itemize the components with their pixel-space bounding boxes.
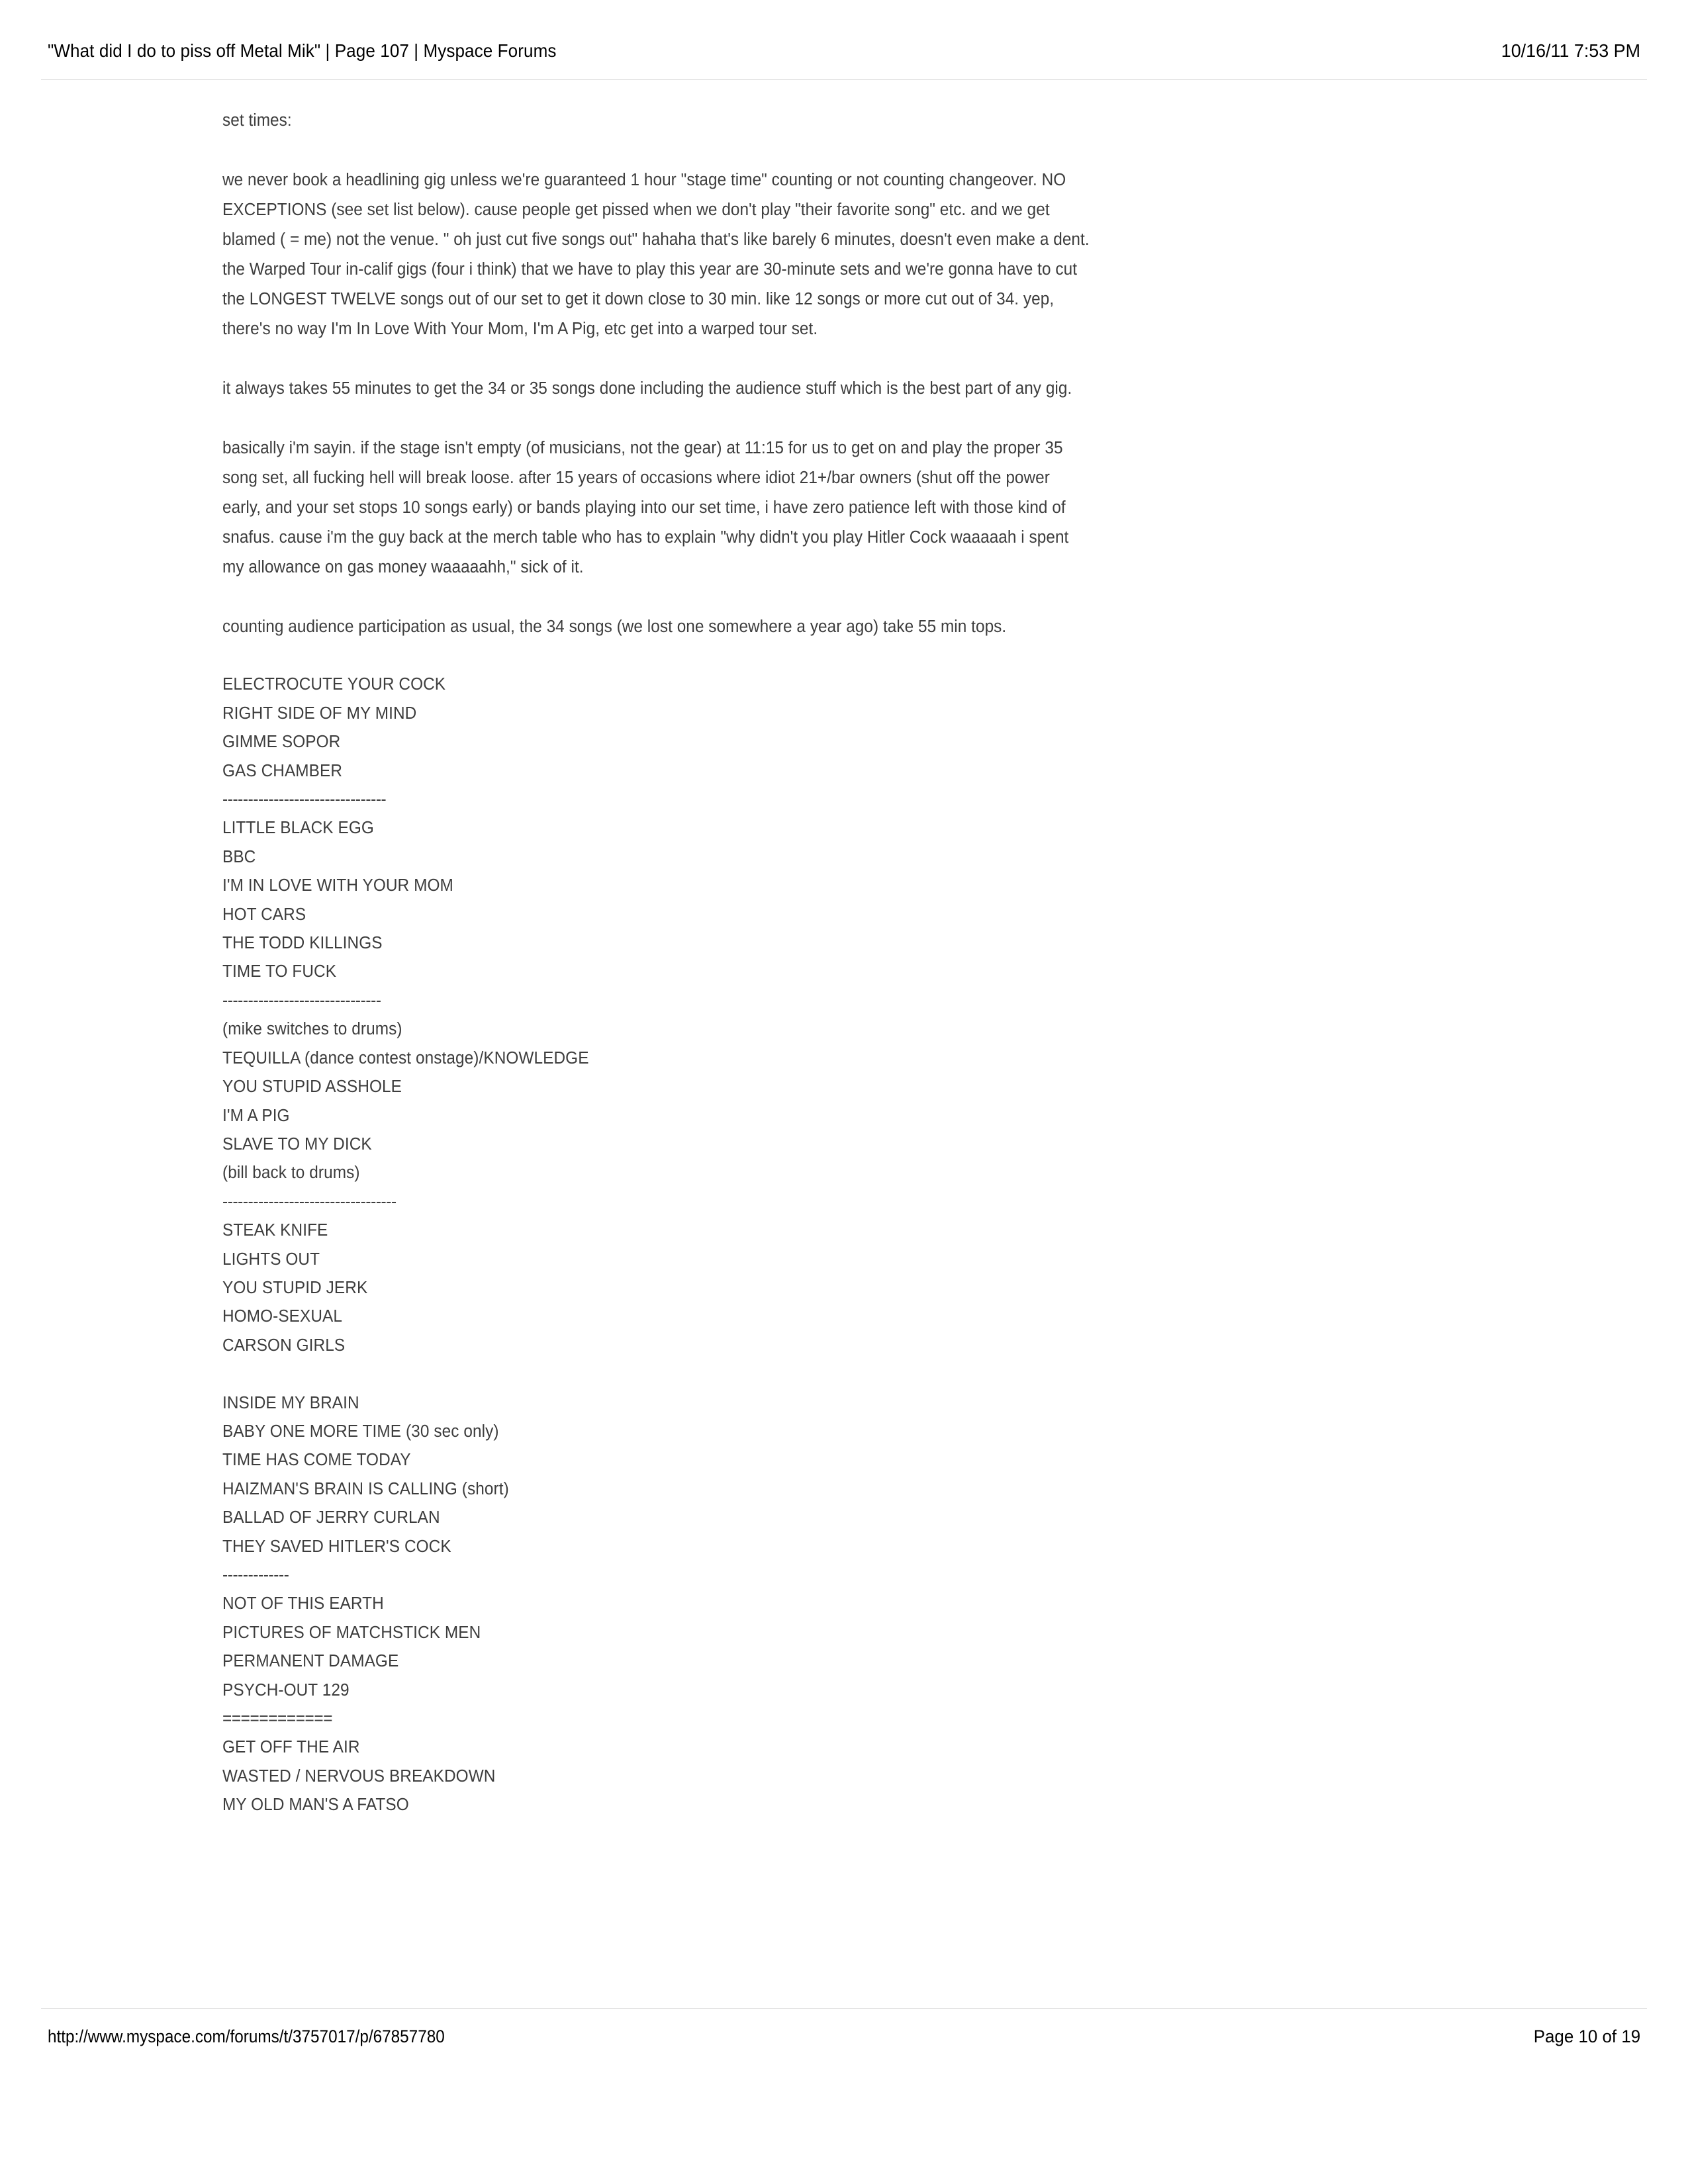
setlist-separator: ============	[222, 1709, 333, 1729]
post-paragraph: we never book a headlining gig unless we're guaranteed 1 hour "stage time" counting or not counting changeover. NO EXCEPTIONS (see set list below). cause people get pissed when we don't play "their favorite song" etc. and we get blamed ( = me) not the venue. " oh just cut five songs out" hahaha that's like barely 6 minutes, doesn't even make a dent. the Warped Tour in-calif gigs (four i think) that we have to play this year are 30-minute sets and we're gonna have to cut the LONGEST TWELVE songs out of our set to get it down close to 30 min. like 12 songs or more cut out of 34. yep, there's no way I'm In Love With Your Mom, I'm A Pig, etc get into a warped tour set.	[222, 171, 1090, 338]
setlist-song: MY OLD MAN'S A FATSO	[222, 1796, 409, 1815]
setlist-song: THE TODD KILLINGS	[222, 934, 383, 953]
post-paragraph: basically i'm sayin. if the stage isn't empty (of musicians, not the gear) at 11:15 for us to get on and play the proper 35 song set, all fucking hell will break loose. after 15 years of occasions where idiot 21+/bar owners (shut off the power early, and your set stops 10 songs early) or bands playing into our set time, i have zero patience left with those kind of snafus. cause i'm the guy back at the merch table who has to explain "why didn't you play Hitler Cock waaaaah i spent my allowance on gas money waaaaahh," sick of it.	[222, 439, 1069, 576]
post-body	[222, 106, 1090, 1820]
setlist-song: TIME TO FUCK	[222, 962, 337, 981]
setlist-song: PERMANENT DAMAGE	[222, 1652, 399, 1671]
setlist-song: PSYCH-OUT 129	[222, 1680, 350, 1700]
print-timestamp: 10/16/11 7:53 PM	[1501, 40, 1640, 61]
paragraph-spacer	[222, 136, 1090, 165]
setlist-separator: -------------------------------	[222, 991, 381, 1010]
setlist-song: THEY SAVED HITLER'S COCK	[222, 1537, 451, 1556]
setlist-song: I'M IN LOVE WITH YOUR MOM	[222, 876, 453, 895]
setlist-song: WASTED / NERVOUS BREAKDOWN	[222, 1766, 496, 1786]
post-paragraph: it always takes 55 minutes to get the 34 or 35 songs done including the audience stuff which is the best part of any gig.	[222, 379, 1072, 398]
setlist-song: TIME HAS COME TODAY	[222, 1451, 411, 1470]
setlist-separator: --------------------------------	[222, 790, 387, 809]
setlist-separator: ----------------------------------	[222, 1192, 397, 1211]
post-paragraph: set times:	[222, 111, 292, 130]
post-paragraph: counting audience participation as usual, the 34 songs (we lost one somewhere a year ago) take 55 min tops.	[222, 617, 1007, 636]
paragraph-spacer	[222, 582, 1090, 612]
setlist-song: HOMO-SEXUAL	[222, 1307, 343, 1326]
footer-divider	[41, 2008, 1647, 2009]
setlist-song: I'M A PIG	[222, 1106, 290, 1125]
setlist-song: BABY ONE MORE TIME (30 sec only)	[222, 1422, 499, 1441]
setlist-song: GIMME SOPOR	[222, 733, 341, 752]
setlist-song: YOU STUPID JERK	[222, 1278, 368, 1297]
setlist-note: (mike switches to drums)	[222, 1020, 402, 1039]
page-number: Page 10 of 19	[1533, 2026, 1640, 2046]
setlist-blank-line	[222, 642, 1051, 670]
source-url[interactable]: http://www.myspace.com/forums/t/3757017/p/67857780	[48, 2026, 445, 2046]
running-footer	[0, 2025, 1688, 2054]
post-paragraphs	[222, 106, 1090, 642]
setlist-song: CARSON GIRLS	[222, 1336, 346, 1355]
setlist-song: GAS CHAMBER	[222, 761, 343, 780]
setlist-separator: -------------	[222, 1566, 289, 1584]
setlist-song: SLAVE TO MY DICK	[222, 1134, 372, 1154]
header-divider	[41, 79, 1647, 80]
setlist-song: INSIDE MY BRAIN	[222, 1393, 359, 1412]
setlist-song: HAIZMAN'S BRAIN IS CALLING (short)	[222, 1479, 509, 1498]
setlist-song: NOT OF THIS EARTH	[222, 1594, 384, 1614]
setlist	[222, 642, 1090, 1820]
setlist-song: RIGHT SIDE OF MY MIND	[222, 704, 417, 723]
setlist-song: LITTLE BLACK EGG	[222, 819, 374, 838]
setlist-song: ELECTROCUTE YOUR COCK	[222, 675, 446, 694]
setlist-song: TEQUILLA (dance contest onstage)/KNOWLEDGE	[222, 1048, 589, 1068]
paragraph-spacer	[222, 344, 1090, 374]
setlist-song: STEAK KNIFE	[222, 1221, 328, 1240]
setlist-song: PICTURES OF MATCHSTICK MEN	[222, 1623, 481, 1642]
running-header	[0, 40, 1688, 70]
setlist-blank-line	[222, 1360, 1051, 1388]
paragraph-spacer	[222, 404, 1090, 433]
setlist-song: BBC	[222, 847, 256, 866]
setlist-song: HOT CARS	[222, 905, 306, 924]
setlist-song: LIGHTS OUT	[222, 1250, 320, 1269]
setlist-note: (bill back to drums)	[222, 1163, 360, 1183]
thread-title: "What did I do to piss off Metal Mik" | Page 107 | Myspace Forums	[48, 40, 557, 61]
setlist-song: BALLAD OF JERRY CURLAN	[222, 1508, 440, 1527]
setlist-song: GET OFF THE AIR	[222, 1738, 360, 1757]
setlist-song: YOU STUPID ASSHOLE	[222, 1077, 402, 1097]
